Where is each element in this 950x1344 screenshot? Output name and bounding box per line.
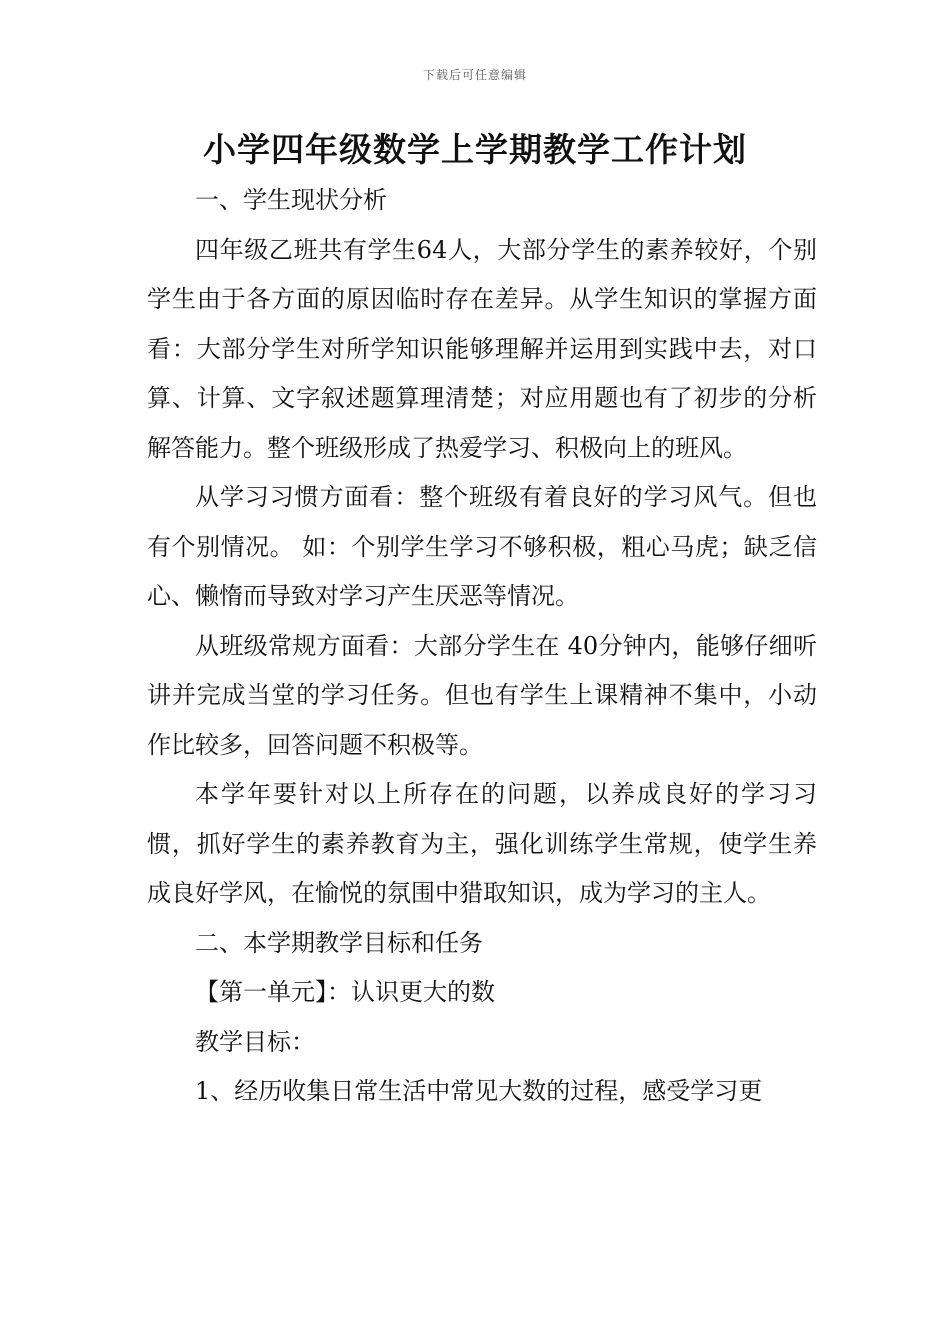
document-title: 小学四年级数学上学期教学工作计划 xyxy=(203,130,747,169)
paragraph-year-plan: 本学年要针对以上所存在的问题，以养成良好的学习习惯，抓好学生的素养教育为主，强化训练学生常规，使学生养成良好学风，在愉悦的氛围中猎取知识，成为学习的主人。 xyxy=(147,780,817,907)
goal-item-1: 1、经历收集日常生活中常见大数的过程，感受学习更 xyxy=(195,1077,763,1105)
document-body xyxy=(147,176,817,1117)
paragraph-student-status: 四年级乙班共有学生64人，大部分学生的素养较好，个别学生由于各方面的原因临时存在差异。从学生知识的掌握方面看：大部分学生对所学知识能够理解并运用到实践中去，对口算、计算、文字叙述题算理清楚；对应用题也有了初步的分析解答能力。整个班级形成了热爱学习、积极向上的班风。 xyxy=(147,235,817,462)
paragraph-study-habits: 从学习习惯方面看：整个班级有着良好的学习风气。但也有个别情况。 如：个别学生学习不够积极，粗心马虎；缺乏信心、懒惰而导致对学习产生厌恶等情况。 xyxy=(147,483,817,610)
header-note: 下载后可任意编辑 xyxy=(422,68,527,82)
paragraph-class-routine: 从班级常规方面看：大部分学生在 40分钟内，能够仔细听讲并完成当堂的学习任务。但也有学生上课精神不集中，小动作比较多，回答问题不积极等。 xyxy=(147,631,817,759)
unit-heading-1: 【第一单元】：认识更大的数 xyxy=(195,978,495,1006)
goals-label: 教学目标： xyxy=(195,1027,315,1056)
section-heading-1: 一、学生现状分析 xyxy=(195,186,387,214)
section-heading-2: 二、本学期教学目标和任务 xyxy=(195,928,483,957)
